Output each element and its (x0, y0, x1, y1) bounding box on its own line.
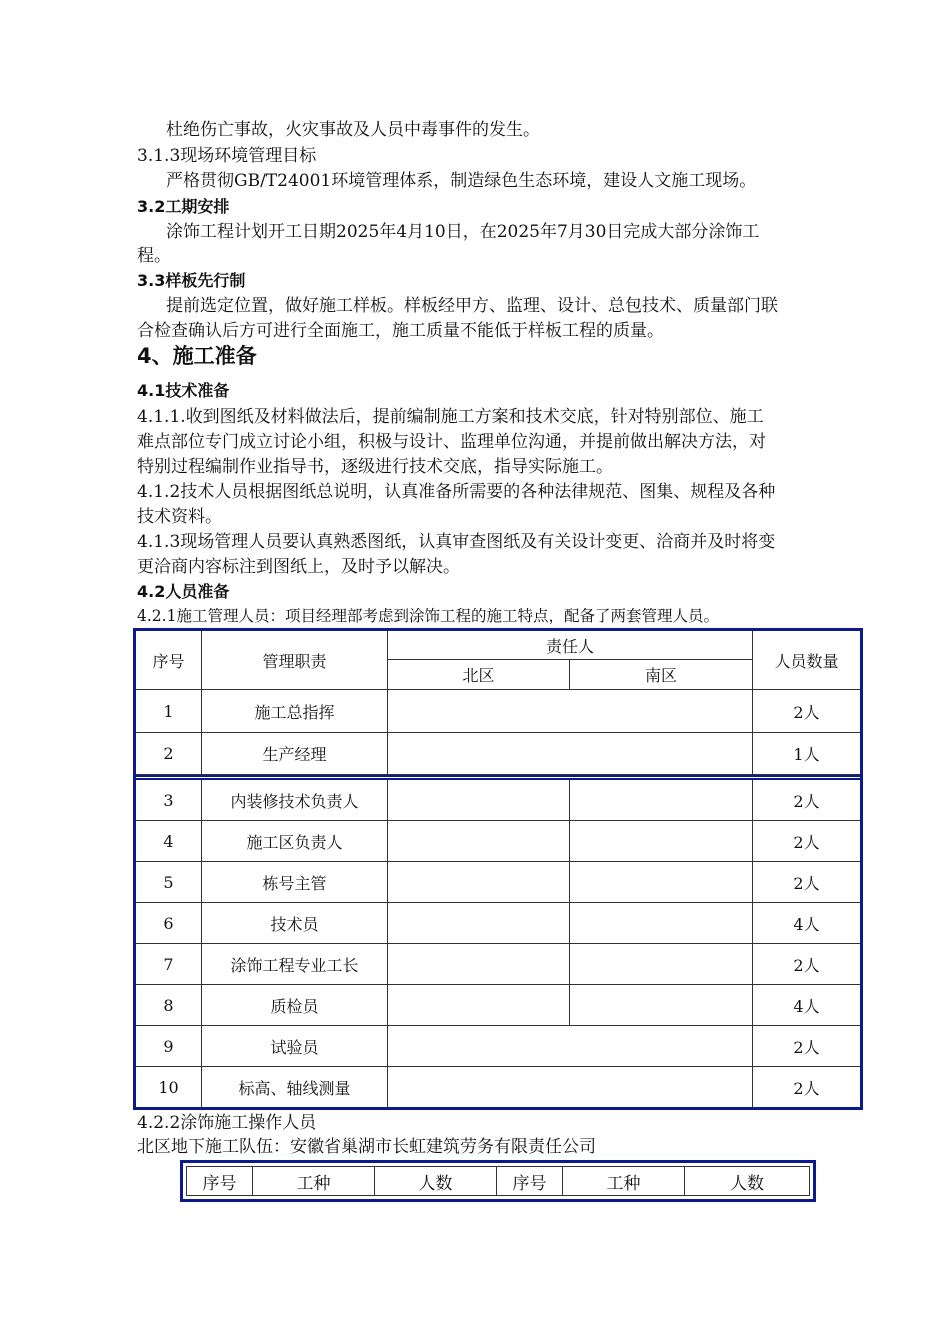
paragraph-4-2-1: 4.2.1施工管理人员：项目经理部考虑到涂饰工程的施工特点，配备了两套管理人员。 (137, 607, 719, 625)
row-count: 2人 (753, 690, 860, 733)
paragraph-schedule-line2: 程。 (137, 246, 171, 266)
row-count: 2人 (793, 1078, 820, 1098)
row-responsible-cell (388, 1067, 753, 1107)
row-north-cell (388, 821, 570, 862)
header-cell: 工种 (253, 1167, 375, 1195)
row-south-cell (570, 862, 753, 903)
section-4-heading: 4、施工准备 (137, 344, 257, 368)
row-north-cell (388, 862, 570, 903)
row-duty: 标高、轴线测量 (202, 1067, 388, 1107)
row-responsible-cell (388, 733, 753, 775)
paragraph-4-1-3-line2: 更洽商内容标注到图纸上，及时予以解决。 (137, 557, 460, 577)
row-south-cell (570, 780, 753, 821)
paragraph-4-1-1-line2: 难点部位专门成立讨论小组，积极与设计、监理单位沟通，并提前做出解决方法，对 (137, 432, 766, 452)
row-count: 2人 (753, 821, 860, 862)
header-no: 序号 (136, 631, 202, 690)
section-4-1-heading: 4.1技术准备 (137, 381, 230, 400)
header-cell: 序号 (187, 1167, 253, 1195)
row-duty: 施工区负责人 (202, 821, 388, 862)
section-3-3-heading: 3.3样板先行制 (137, 271, 246, 290)
header-duty: 管理职责 (202, 631, 388, 690)
paragraph-4-1-2-line1: 4.1.2技术人员根据图纸总说明，认真准备所需要的各种法律规范、图集、规程及各种 (137, 482, 776, 502)
row-count: 4人 (753, 903, 860, 944)
row-duty: 质检员 (202, 985, 388, 1026)
row-count: 2人 (753, 1026, 860, 1067)
row-count: 4人 (753, 985, 860, 1026)
row-north-cell (388, 944, 570, 985)
row-count: 1人 (753, 733, 860, 775)
row-north-cell (388, 985, 570, 1026)
row-no: 6 (136, 903, 202, 944)
row-responsible-cell (388, 690, 753, 733)
row-no: 9 (136, 1026, 202, 1067)
paragraph-4-1-2-line2: 技术资料。 (137, 507, 222, 527)
header-cell: 工种 (563, 1167, 685, 1195)
section-3-2-heading: 3.2工期安排 (137, 197, 230, 216)
section-3-1-3: 3.1.3现场环境管理目标 (137, 146, 317, 166)
row-responsible-cell (388, 1026, 753, 1067)
paragraph-sample-line2: 合检查确认后方可进行全面施工，施工质量不能低于样板工程的质量。 (137, 321, 664, 341)
row-south-cell (570, 944, 753, 985)
header-north: 北区 (388, 660, 570, 690)
paragraph-sample-line1: 提前选定位置，做好施工样板。样板经甲方、监理、设计、总包技术、质量部门联 (166, 296, 778, 316)
row-north-cell (388, 903, 570, 944)
paragraph-safety: 杜绝伤亡事故，火灾事故及人员中毒事件的发生。 (166, 120, 540, 140)
header-cell: 人数 (375, 1167, 497, 1195)
row-no: 1 (136, 690, 202, 733)
row-north-cell (388, 780, 570, 821)
row-south-cell (570, 903, 753, 944)
row-duty: 内装修技术负责人 (202, 780, 388, 821)
row-no: 2 (136, 733, 202, 775)
row-count: 2人 (753, 944, 860, 985)
row-duty: 生产经理 (202, 733, 388, 775)
header-south: 南区 (570, 660, 753, 690)
row-south-cell (570, 821, 753, 862)
row-duty: 施工总指挥 (202, 690, 388, 733)
paragraph-4-1-1-line1: 4.1.1.收到图纸及材料做法后，提前编制施工方案和技术交底，针对特别部位、施工 (137, 407, 764, 427)
header-cell: 人数 (730, 1173, 764, 1194)
section-4-2-heading: 4.2人员准备 (137, 582, 230, 601)
header-count: 人员数量 (753, 631, 860, 690)
row-south-cell (570, 985, 753, 1026)
row-no: 4 (136, 821, 202, 862)
row-no: 8 (136, 985, 202, 1026)
row-count: 2人 (753, 780, 860, 821)
row-no: 10 (136, 1067, 202, 1107)
row-no: 5 (136, 862, 202, 903)
row-no: 3 (136, 780, 202, 821)
row-duty: 技术员 (202, 903, 388, 944)
row-duty: 栋号主管 (202, 862, 388, 903)
operation-staff-table (180, 1160, 816, 1202)
section-4-2-2: 4.2.2涂饰施工操作人员 (137, 1113, 317, 1133)
row-count: 2人 (753, 862, 860, 903)
row-duty: 试验员 (202, 1026, 388, 1067)
paragraph-4-1-3-line1: 4.1.3现场管理人员要认真熟悉图纸，认真审查图纸及有关设计变更、洽商并及时将变 (137, 532, 776, 552)
paragraph-environment: 严格贯彻GB/T24001环境管理体系，制造绿色生态环境，建设人文施工现场。 (166, 171, 757, 191)
management-staff-table (133, 628, 863, 1110)
paragraph-north-team: 北区地下施工队伍：安徽省巢湖市长虹建筑劳务有限责任公司 (137, 1137, 596, 1157)
paragraph-4-1-1-line3: 特别过程编制作业指导书，逐级进行技术交底，指导实际施工。 (137, 457, 613, 477)
header-responsible: 责任人 (388, 631, 753, 660)
header-cell: 序号 (497, 1167, 563, 1195)
row-no: 7 (136, 944, 202, 985)
paragraph-schedule-line1: 涂饰工程计划开工日期2025年4月10日，在2025年7月30日完成大部分涂饰工 (166, 222, 760, 242)
row-duty: 涂饰工程专业工长 (202, 944, 388, 985)
